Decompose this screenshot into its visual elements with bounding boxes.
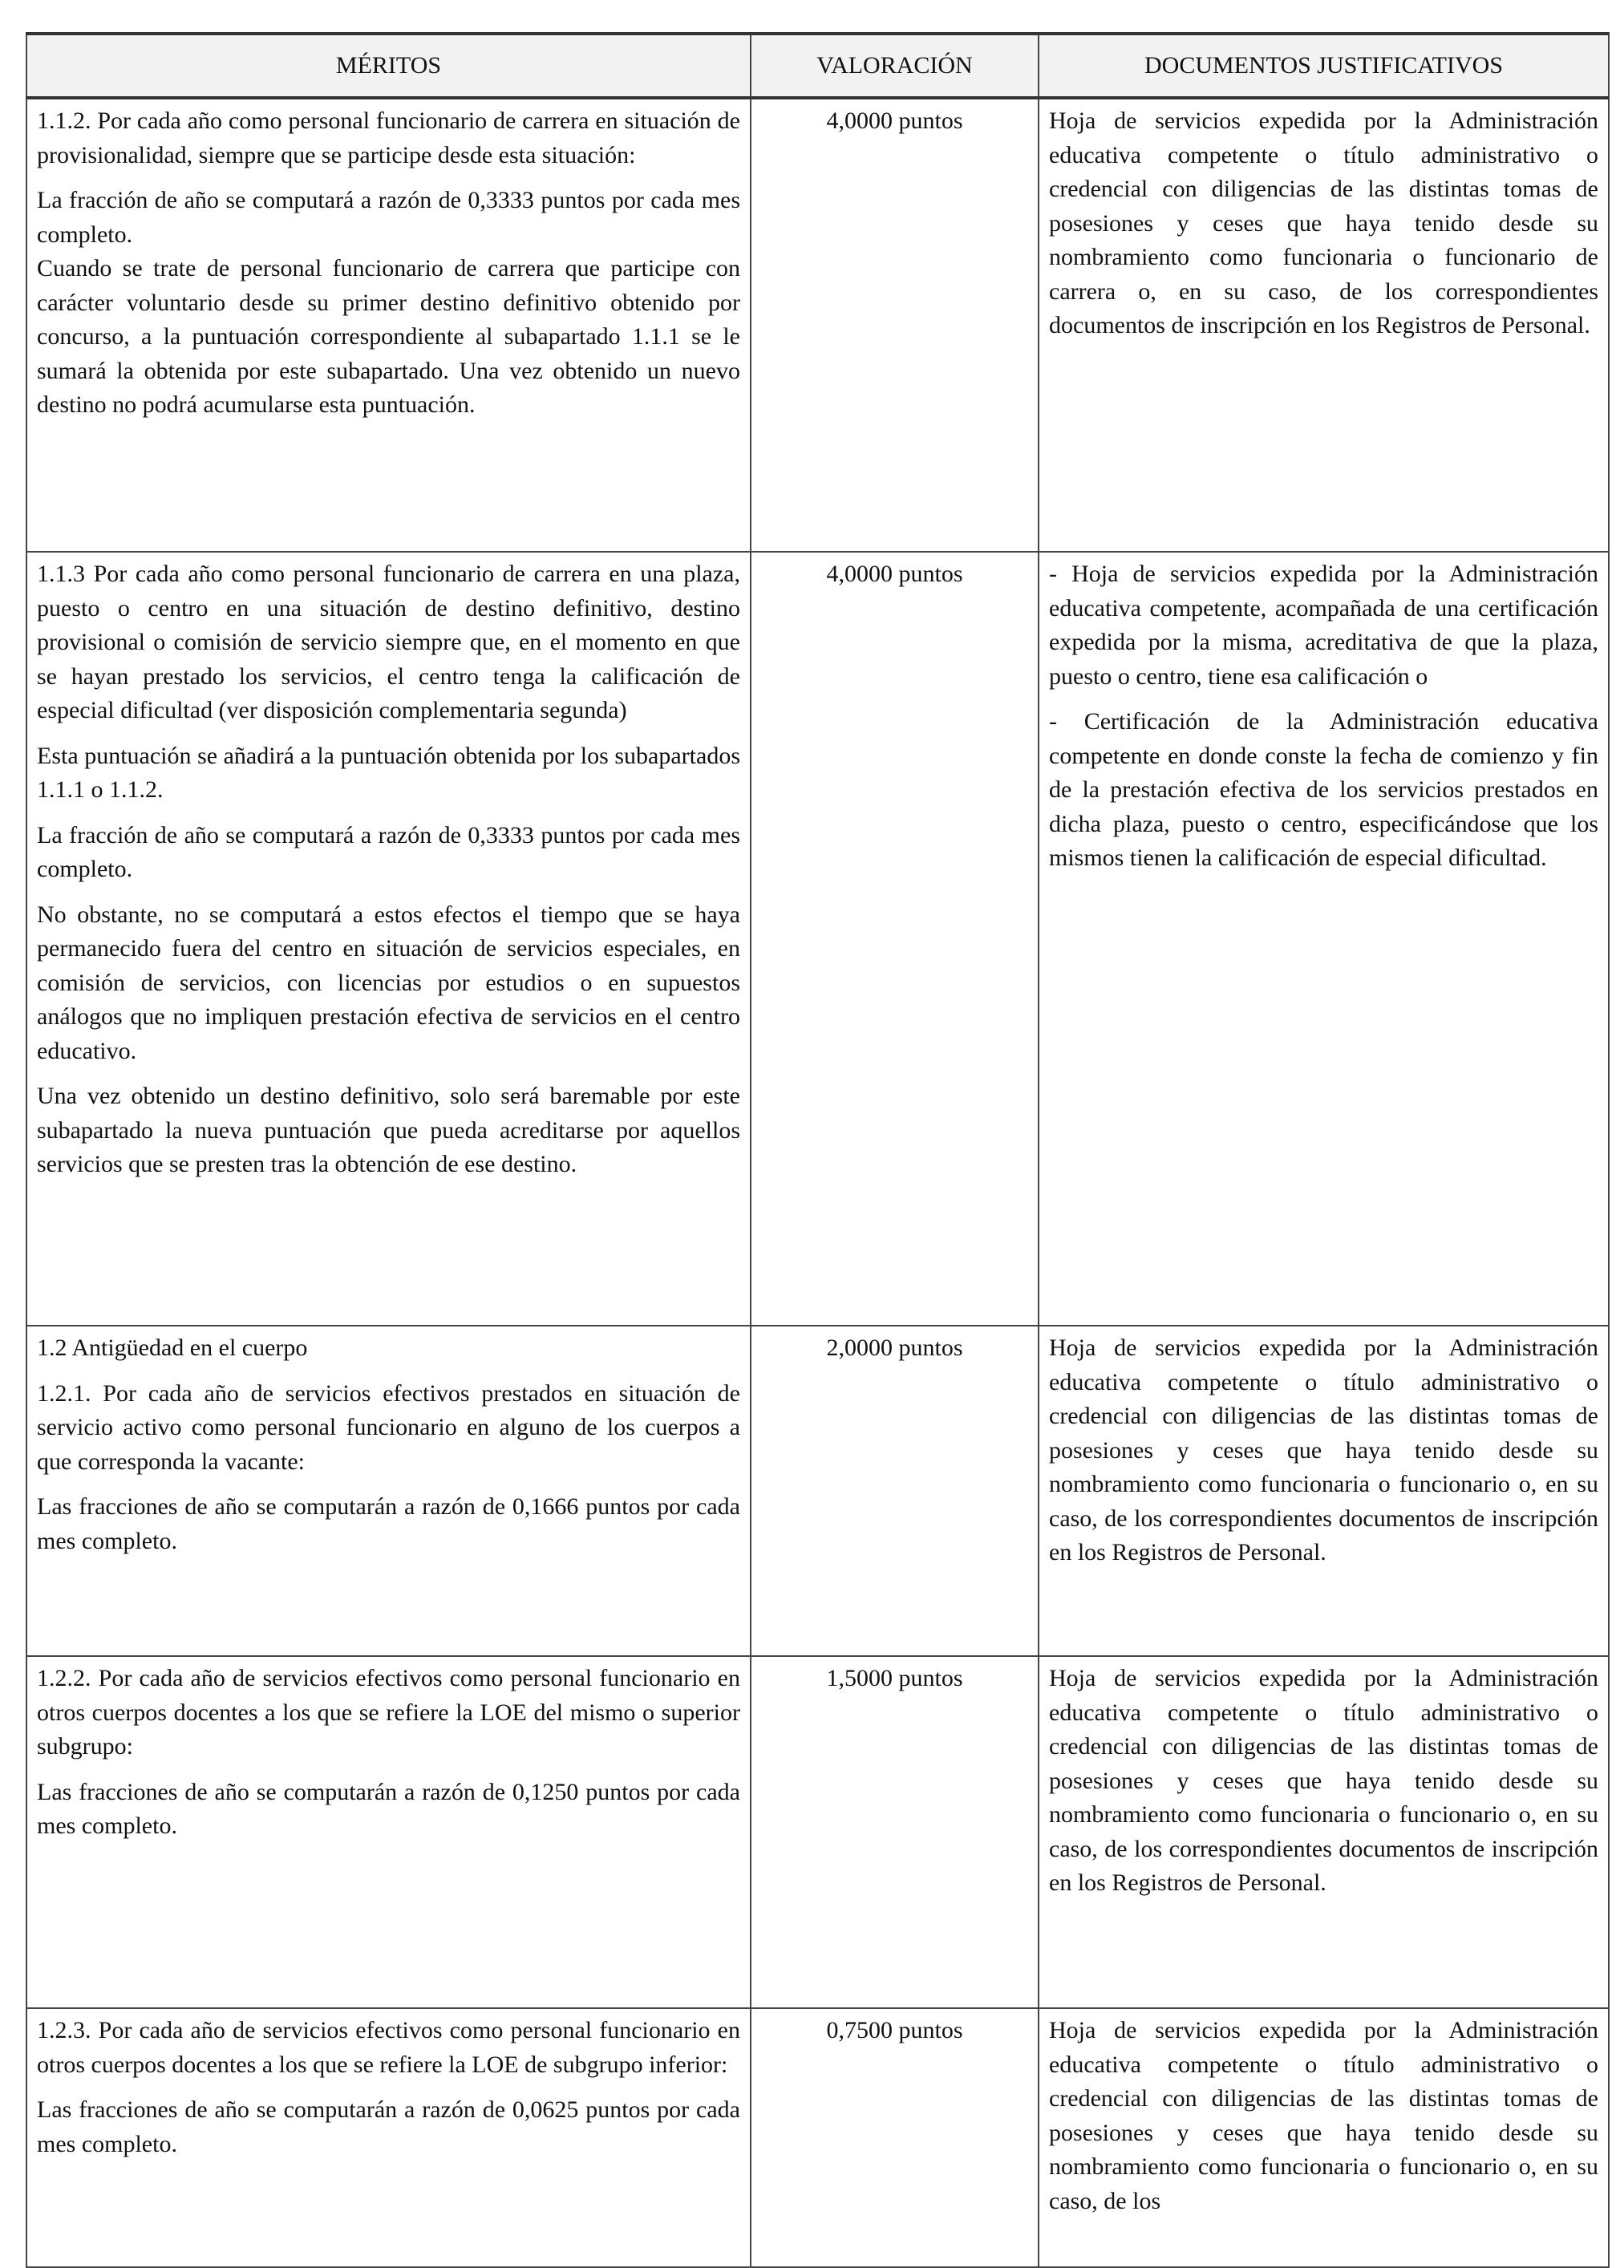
valoracion-cell: 2,0000 puntos [751,1326,1039,1656]
merit-text: La fracción de año se computará a razón de 0,3333 puntos por cada mes completo. [37,821,740,882]
document-text: Hoja de servicios expedida por la Administración educativa competente o título administrativo o credencial con diligencias de las distintas tomas de posesiones y ceses que haya tenido desde su nombramiento como funcionaria o funcionario o, en su caso, de los [1049,2017,1598,2214]
merit-heading: 1.2 Antigüedad en el cuerpo [37,1334,308,1361]
merit-text: Las fracciones de año se computarán a razón de 0,1250 puntos por cada mes completo. [37,1778,740,1839]
documentos-cell [1039,1656,1609,2008]
table-row [26,2008,1609,2267]
merit-text: Cuando se trate de personal funcionario de carrera que participe con carácter voluntario desde su primer destino definitivo obtenido por concurso, a la puntuación correspondiente al subapartado 1.1.1 se le sumará la obtenida por este subapartado. Una vez obtenido un nuevo destino no podrá acumularse esta puntuación. [37,255,740,418]
merit-text: 1.2.2. Por cada año de servicios efectivos como personal funcionario en otros cuerpos docentes a los que se refiere la LOE del mismo o superior subgrupo: [37,1665,740,1760]
document-text: - Certificación de la Administración educativa competente en donde conste la fecha de comienzo y fin de la prestación efectiva de los servicios prestados en dicha plaza, puesto o centro, especificándose que los mismos tienen la calificación de especial dificultad. [1049,708,1598,871]
documentos-cell [1039,1326,1609,1656]
merit-text: 1.2.3. Por cada año de servicios efectivos como personal funcionario en otros cuerpos docentes a los que se refiere la LOE de subgrupo inferior: [37,2017,740,2078]
merit-text: La fracción de año se computará a razón de 0,3333 puntos por cada mes completo. [37,187,740,248]
table-row [26,552,1609,1326]
valoracion-cell: 0,7500 puntos [751,2008,1039,2267]
meritos-cell [26,1326,751,1656]
documentos-cell [1039,2008,1609,2267]
table-row [26,1656,1609,2008]
meritos-cell [26,1656,751,2008]
documentos-cell [1039,98,1609,552]
documentos-cell [1039,552,1609,1326]
document-text: - Hoja de servicios expedida por la Administración educativa competente, acompañada de una certificación expedida por la misma, acreditativa de que la plaza, puesto o centro, tiene esa calificación o [1049,561,1598,690]
table-row [26,98,1609,552]
merit-text: 1.2.1. Por cada año de servicios efectivos prestados en situación de servicio activo como personal funcionario en alguno de los cuerpos a que corresponda la vacante: [37,1379,740,1475]
document-text: Hoja de servicios expedida por la Administración educativa competente o título administrativo o credencial con diligencias de las distintas tomas de posesiones y ceses que haya tenido desde su nombramiento como funcionaria o funcionario o, en su caso, de los correspondientes documentos de inscripción en los Registros de Personal. [1049,1665,1598,1896]
table-row [26,1326,1609,1656]
valoracion-cell: 4,0000 puntos [751,98,1039,552]
header-documentos: DOCUMENTOS JUSTIFICATIVOS [1039,34,1609,98]
valoracion-cell: 4,0000 puntos [751,552,1039,1326]
document-text: Hoja de servicios expedida por la Administración educativa competente o título administrativo o credencial con diligencias de las distintas tomas de posesiones y ceses que haya tenido desde su nombramiento como funcionaria o funcionario de carrera o, en su caso, de los correspondientes documentos de inscripción en los Registros de Personal. [1049,107,1598,338]
meritos-cell [26,552,751,1326]
merit-text: Las fracciones de año se computarán a razón de 0,0625 puntos por cada mes completo. [37,2096,740,2157]
header-meritos: MÉRITOS [26,34,751,98]
meritos-cell [26,2008,751,2267]
merit-text: No obstante, no se computará a estos efectos el tiempo que se haya permanecido fuera del centro en situación de servicios especiales, en comisión de servicios, con licencias por estudios o en supuestos análogos que no impliquen prestación efectiva de servicios en el centro educativo. [37,901,740,1064]
merit-text: Una vez obtenido un destino definitivo, solo será baremable por este subapartado la nueva puntuación que pueda acreditarse por aquellos servicios que se presten tras la obtención de ese destino. [37,1083,740,1177]
merit-text: 1.1.2. Por cada año como personal funcionario de carrera en situación de provisionalidad, siempre que se participe desde esta situación: [37,107,740,168]
document-text: Hoja de servicios expedida por la Administración educativa competente o título administrativo o credencial con diligencias de las distintas tomas de posesiones y ceses que haya tenido desde su nombramiento como funcionaria o funcionario o, en su caso, de los correspondientes documentos de inscripción en los Registros de Personal. [1049,1334,1598,1565]
merit-text: Esta puntuación se añadirá a la puntuación obtenida por los subapartados 1.1.1 o 1.1.2. [37,742,740,803]
meritos-cell [26,98,751,552]
header-row [26,34,1609,98]
merit-text: Las fracciones de año se computarán a razón de 0,1666 puntos por cada mes completo. [37,1493,740,1554]
valoracion-cell: 1,5000 puntos [751,1656,1039,2008]
header-valoracion: VALORACIÓN [751,34,1039,98]
meritos-table [26,32,1610,2268]
merit-text: 1.1.3 Por cada año como personal funcionario de carrera en una plaza, puesto o centro en una situación de destino definitivo, destino provisional o comisión de servicio siempre que, en el momento en que se hayan prestado los servicios, el centro tenga la calificación de especial dificultad (ver disposición complementaria segunda) [37,561,740,723]
